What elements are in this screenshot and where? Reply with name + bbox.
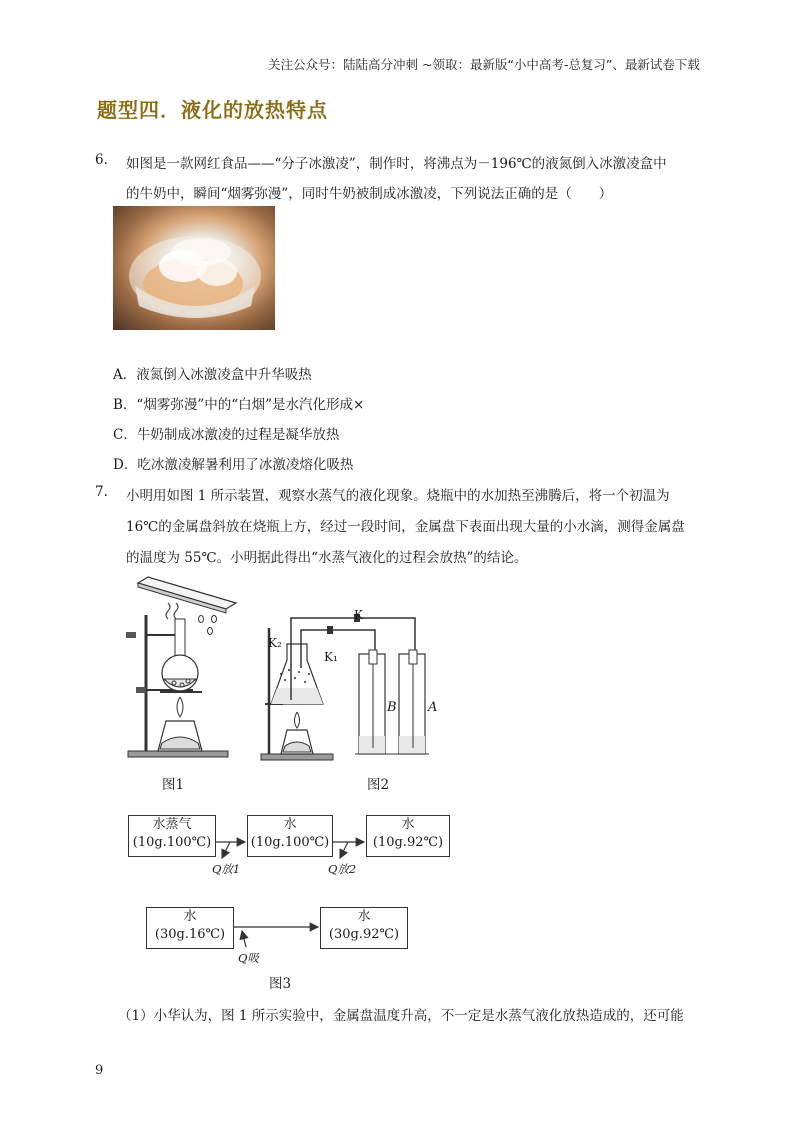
ice-cream-photo [113,206,275,330]
fig3-box-water-16-name: 水 [183,909,197,924]
option-d[interactable]: D．吃冰激凌解暑利用了冰激凌熔化吸热 [113,457,354,473]
label-b: B [387,700,397,715]
fig3-row2-arrows [230,915,330,955]
label-a: A [428,700,438,715]
fig3-box-water-92-cond: (10g.92℃) [372,835,444,850]
question-7-line-2: 16℃的金属盘斜放在烧瓶上方，经过一段时间，金属盘下表面出现大量的小水滴，测得金属盘 [126,519,685,535]
fig3-box-water-16 [146,907,234,949]
option-b[interactable]: B．“烟雾弥漫”中的“白烟”是水汽化形成× [113,397,365,413]
label-k1: K₁ [324,650,338,664]
fig3-q-absorb: Q吸 [238,951,259,965]
fig3-box-water-92-row2-name: 水 [357,909,371,924]
label-k2: K₂ [268,636,282,650]
question-6-line-2: 的牛奶中，瞬间“烟雾弥漫”，同时牛奶被制成冰激凌，下列说法正确的是（ ） [126,186,613,202]
fig3-box-water-100-name: 水 [283,817,297,832]
page-number: 9 [95,1063,104,1078]
fig3-q-release-1: Q放1 [212,862,241,876]
question-7-line-1: 小明用如图 1 所示装置，观察水蒸气的液化现象。烧瓶中的水加热至沸腾后，将一个初温为 [126,488,670,504]
option-c[interactable]: C．牛奶制成冰激凌的过程是凝华放热 [113,427,340,443]
figure-1-caption: 图1 [162,777,185,793]
fig3-box-steam-name: 水蒸气 [152,817,192,832]
figure-3-caption: 图3 [269,976,292,992]
option-a[interactable]: A．液氮倒入冰激凌盒中升华吸热 [113,367,312,383]
question-7-sub-1: （1）小华认为，图 1 所示实验中，金属盘温度升高，不一定是水蒸气液化放热造成的，还可能 [118,1008,684,1024]
fig3-box-steam-cond: (10g.100℃) [132,835,212,850]
figure-2-apparatus [255,608,455,768]
fig3-box-water-92-row2 [320,907,408,949]
figure-2-caption: 图2 [367,777,390,793]
fig3-box-water-16-cond: (30g.16℃) [154,927,226,942]
label-k: K [354,608,363,622]
question-7-line-3: 的温度为 55℃。小明据此得出“水蒸气液化的过程会放热”的结论。 [126,550,528,566]
fig3-box-water-92-row2-cond: (30g.92℃) [328,927,400,942]
header-note: 关注公众号：陆陆高分冲刺 ~领取：最新版“小中高考-总复习”、最新试卷下载 [268,57,700,72]
figure-1-apparatus [118,575,243,765]
section-title: 题型四．液化的放热特点 [97,98,328,122]
question-6-number: 6. [95,152,108,168]
fig3-box-water-100-cond: (10g.100℃) [250,835,330,850]
fig3-box-water-92-name: 水 [401,817,415,832]
question-7-number: 7. [95,484,108,500]
fig3-row1-arrows [120,830,460,880]
fig3-q-release-2: Q放2 [328,862,357,876]
question-6-line-1: 如图是一款网红食品——“分子冰激凌”，制作时，将沸点为－196℃的液氮倒入冰激凌盒中 [126,156,667,172]
